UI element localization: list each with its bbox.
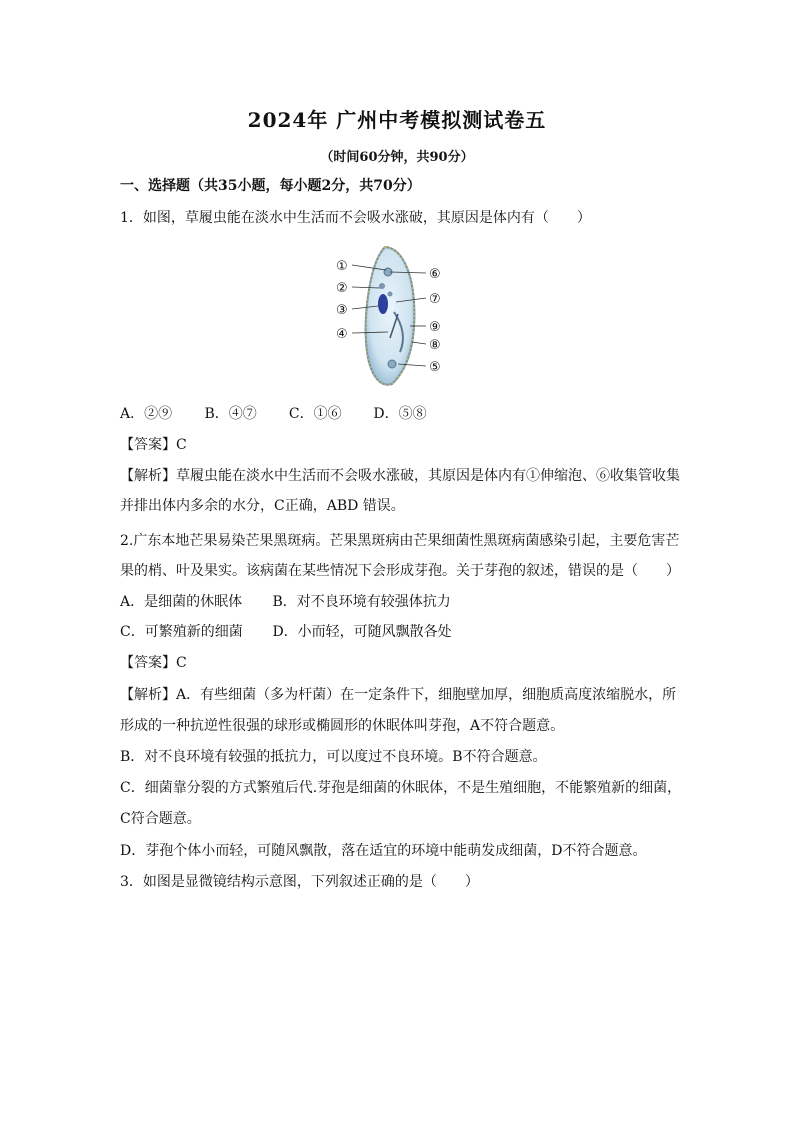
question-2-analysis-line-5: C符合题意。 (120, 811, 201, 827)
label-1: ① (336, 259, 348, 274)
paramecium-diagram (330, 242, 450, 392)
label-2: ② (336, 281, 348, 296)
option-b: B．④⑦ (204, 406, 257, 422)
question-2-answer: 【答案】C (120, 655, 187, 671)
question-2-options-row-1 (120, 592, 451, 612)
question-3-stem: 3．如图是显微镜结构示意图，下列叙述正确的是（ ） (120, 874, 479, 890)
label-9: ⑨ (429, 320, 441, 335)
section-heading: 一、选择题（共35小题，每小题2分，共70分） (120, 178, 421, 194)
question-1-analysis-line-1: 【解析】草履虫能在淡水中生活而不会吸水涨破，其原因是体内有①伸缩泡、⑥收集管收集 (120, 468, 680, 484)
option-b: B．对不良环境有较强体抗力 (272, 594, 451, 610)
option-a: A．是细菌的休眠体 (120, 594, 243, 610)
question-2-stem-line-2: 果的梢、叶及果实。该病菌在某些情况下会形成芽孢。关于芽孢的叙述，错误的是（ ） (120, 563, 680, 579)
question-2-analysis-line-1: 【解析】A．有些细菌（多为杆菌）在一定条件下，细胞壁加厚，细胞质高度浓缩脱水，所 (120, 687, 677, 703)
question-1-stem: 1．如图，草履虫能在淡水中生活而不会吸水涨破，其原因是体内有（ ） (120, 210, 591, 226)
question-1-analysis-line-2: 并排出体内多余的水分，C正确，ABD 错误。 (120, 498, 405, 514)
exam-time-note: （时间60分钟，共90分） (320, 150, 474, 165)
label-4: ④ (336, 327, 348, 342)
option-d: D．小而轻，可随风飘散各处 (272, 624, 452, 640)
option-a: A．②⑨ (120, 406, 173, 422)
label-5: ⑤ (429, 360, 441, 375)
question-2-options-row-2 (120, 622, 452, 642)
label-3: ③ (336, 303, 348, 318)
label-8: ⑧ (429, 338, 441, 353)
paramecium-body (366, 247, 415, 385)
option-c: C．①⑥ (288, 406, 342, 422)
question-1-options (120, 404, 453, 424)
label-6: ⑥ (429, 267, 441, 282)
question-2-analysis-line-4: C．细菌靠分裂的方式繁殖后代.芽孢是细菌的休眠体，不是生殖细胞，不能繁殖新的细菌， (120, 780, 682, 796)
question-2-stem-line-1: 2.广东本地芒果易染芒果黑斑病。芒果黑斑病由芒果细菌性黑斑病菌感染引起，主要危害芒 (120, 533, 680, 549)
question-1-answer: 【答案】C (120, 437, 187, 453)
question-2-analysis-line-6: D．芽孢个体小而轻，可随风飘散，落在适宜的环境中能萌发成细菌，D不符合题意。 (120, 843, 647, 859)
question-2-analysis-line-2: 形成的一种抗逆性很强的球形或椭圆形的休眠体叫芽孢，A不符合题意。 (120, 718, 565, 734)
label-7: ⑦ (429, 292, 441, 307)
option-c: C．可繁殖新的细菌 (120, 624, 243, 640)
option-d: D．⑤⑧ (373, 406, 427, 422)
question-2-analysis-line-3: B．对不良环境有较强的抵抗力，可以度过不良环境。B不符合题意。 (120, 749, 547, 765)
page-title: 2024年 广州中考模拟测试卷五 (247, 108, 547, 132)
